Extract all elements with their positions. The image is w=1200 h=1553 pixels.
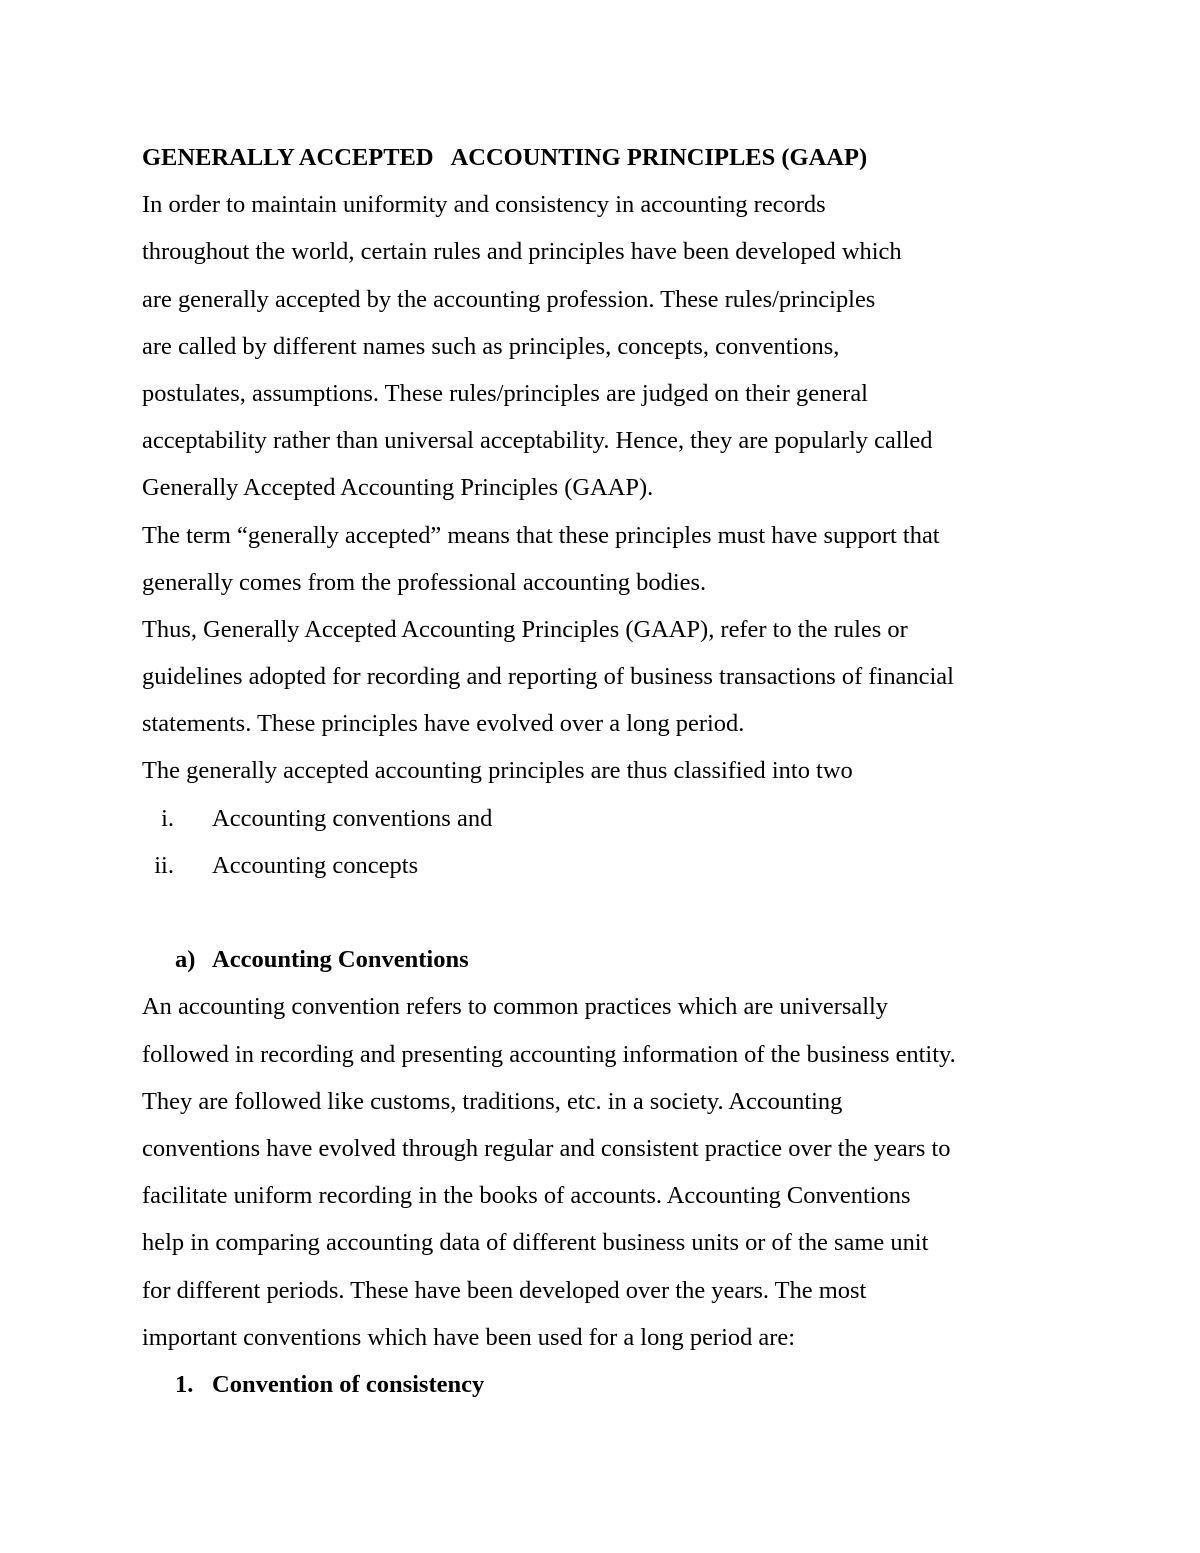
paragraph-line: conventions have evolved through regular and consistent practice over the years to [142,1134,951,1162]
list-item-text: Convention of consistency [212,1370,485,1398]
paragraph-line: They are followed like customs, traditions, etc. in a society. Accounting [142,1087,843,1115]
paragraph-line: throughout the world, certain rules and principles have been developed which [142,238,902,266]
section-marker: a) [175,946,196,974]
paragraph-line: generally comes from the professional accounting bodies. [142,568,707,596]
paragraph-line: postulates, assumptions. These rules/principles are judged on their general [142,379,868,407]
paragraph-line: for different periods. These have been developed over the years. The most [142,1276,867,1304]
document-body [142,134,1062,1408]
paragraph-line: acceptability rather than universal acceptability. Hence, they are popularly called [142,427,933,455]
paragraph-generally-accepted [142,512,1062,606]
paragraph-gaap-definition [142,606,1062,748]
list-item [142,795,1062,842]
paragraph-line: facilitate uniform recording in the books of accounts. Accounting Conventions [142,1182,911,1210]
paragraph-line: In order to maintain uniformity and consistency in accounting records [142,191,826,219]
paragraph-accounting-convention [142,983,1062,1361]
list-item-text: Accounting conventions and [212,804,493,832]
section-heading-accounting-conventions [142,936,1062,983]
list-marker: 1. [175,1370,194,1398]
blank-line [142,889,1062,936]
section-heading-text: Accounting Conventions [212,946,469,974]
numbered-list-item [142,1361,1062,1408]
paragraph-line: are generally accepted by the accounting profession. These rules/principles [142,285,876,313]
paragraph-line: help in comparing accounting data of different business units or of the same unit [142,1229,929,1257]
paragraph-line: The term “generally accepted” means that these principles must have support that [142,521,940,549]
classification-list [142,795,1062,889]
paragraph-classification [142,747,1062,794]
paragraph-line: An accounting convention refers to common practices which are universally [142,993,889,1021]
paragraph-line: are called by different names such as principles, concepts, conventions, [142,332,840,360]
document-title: GENERALLY ACCEPTED ACCOUNTING PRINCIPLES (GAAP) [142,144,868,171]
paragraph-line: statements. These principles have evolved over a long period. [142,710,745,738]
list-item-text: Accounting concepts [212,851,419,879]
paragraph-line: The generally accepted accounting principles are thus classified into two [142,757,853,785]
paragraph-line: important conventions which have been used for a long period are: [142,1323,796,1351]
paragraph-line: followed in recording and presenting accounting information of the business entity. [142,1040,956,1068]
numbered-list [142,1361,1062,1408]
list-marker: ii. [154,851,174,879]
paragraph-line: guidelines adopted for recording and reporting of business transactions of financial [142,663,954,691]
list-marker: i. [161,804,174,832]
paragraph-line: Generally Accepted Accounting Principles (GAAP). [142,474,654,502]
list-item [142,842,1062,889]
paragraph-intro [142,181,1062,511]
paragraph-line: Thus, Generally Accepted Accounting Principles (GAAP), refer to the rules or [142,615,908,643]
